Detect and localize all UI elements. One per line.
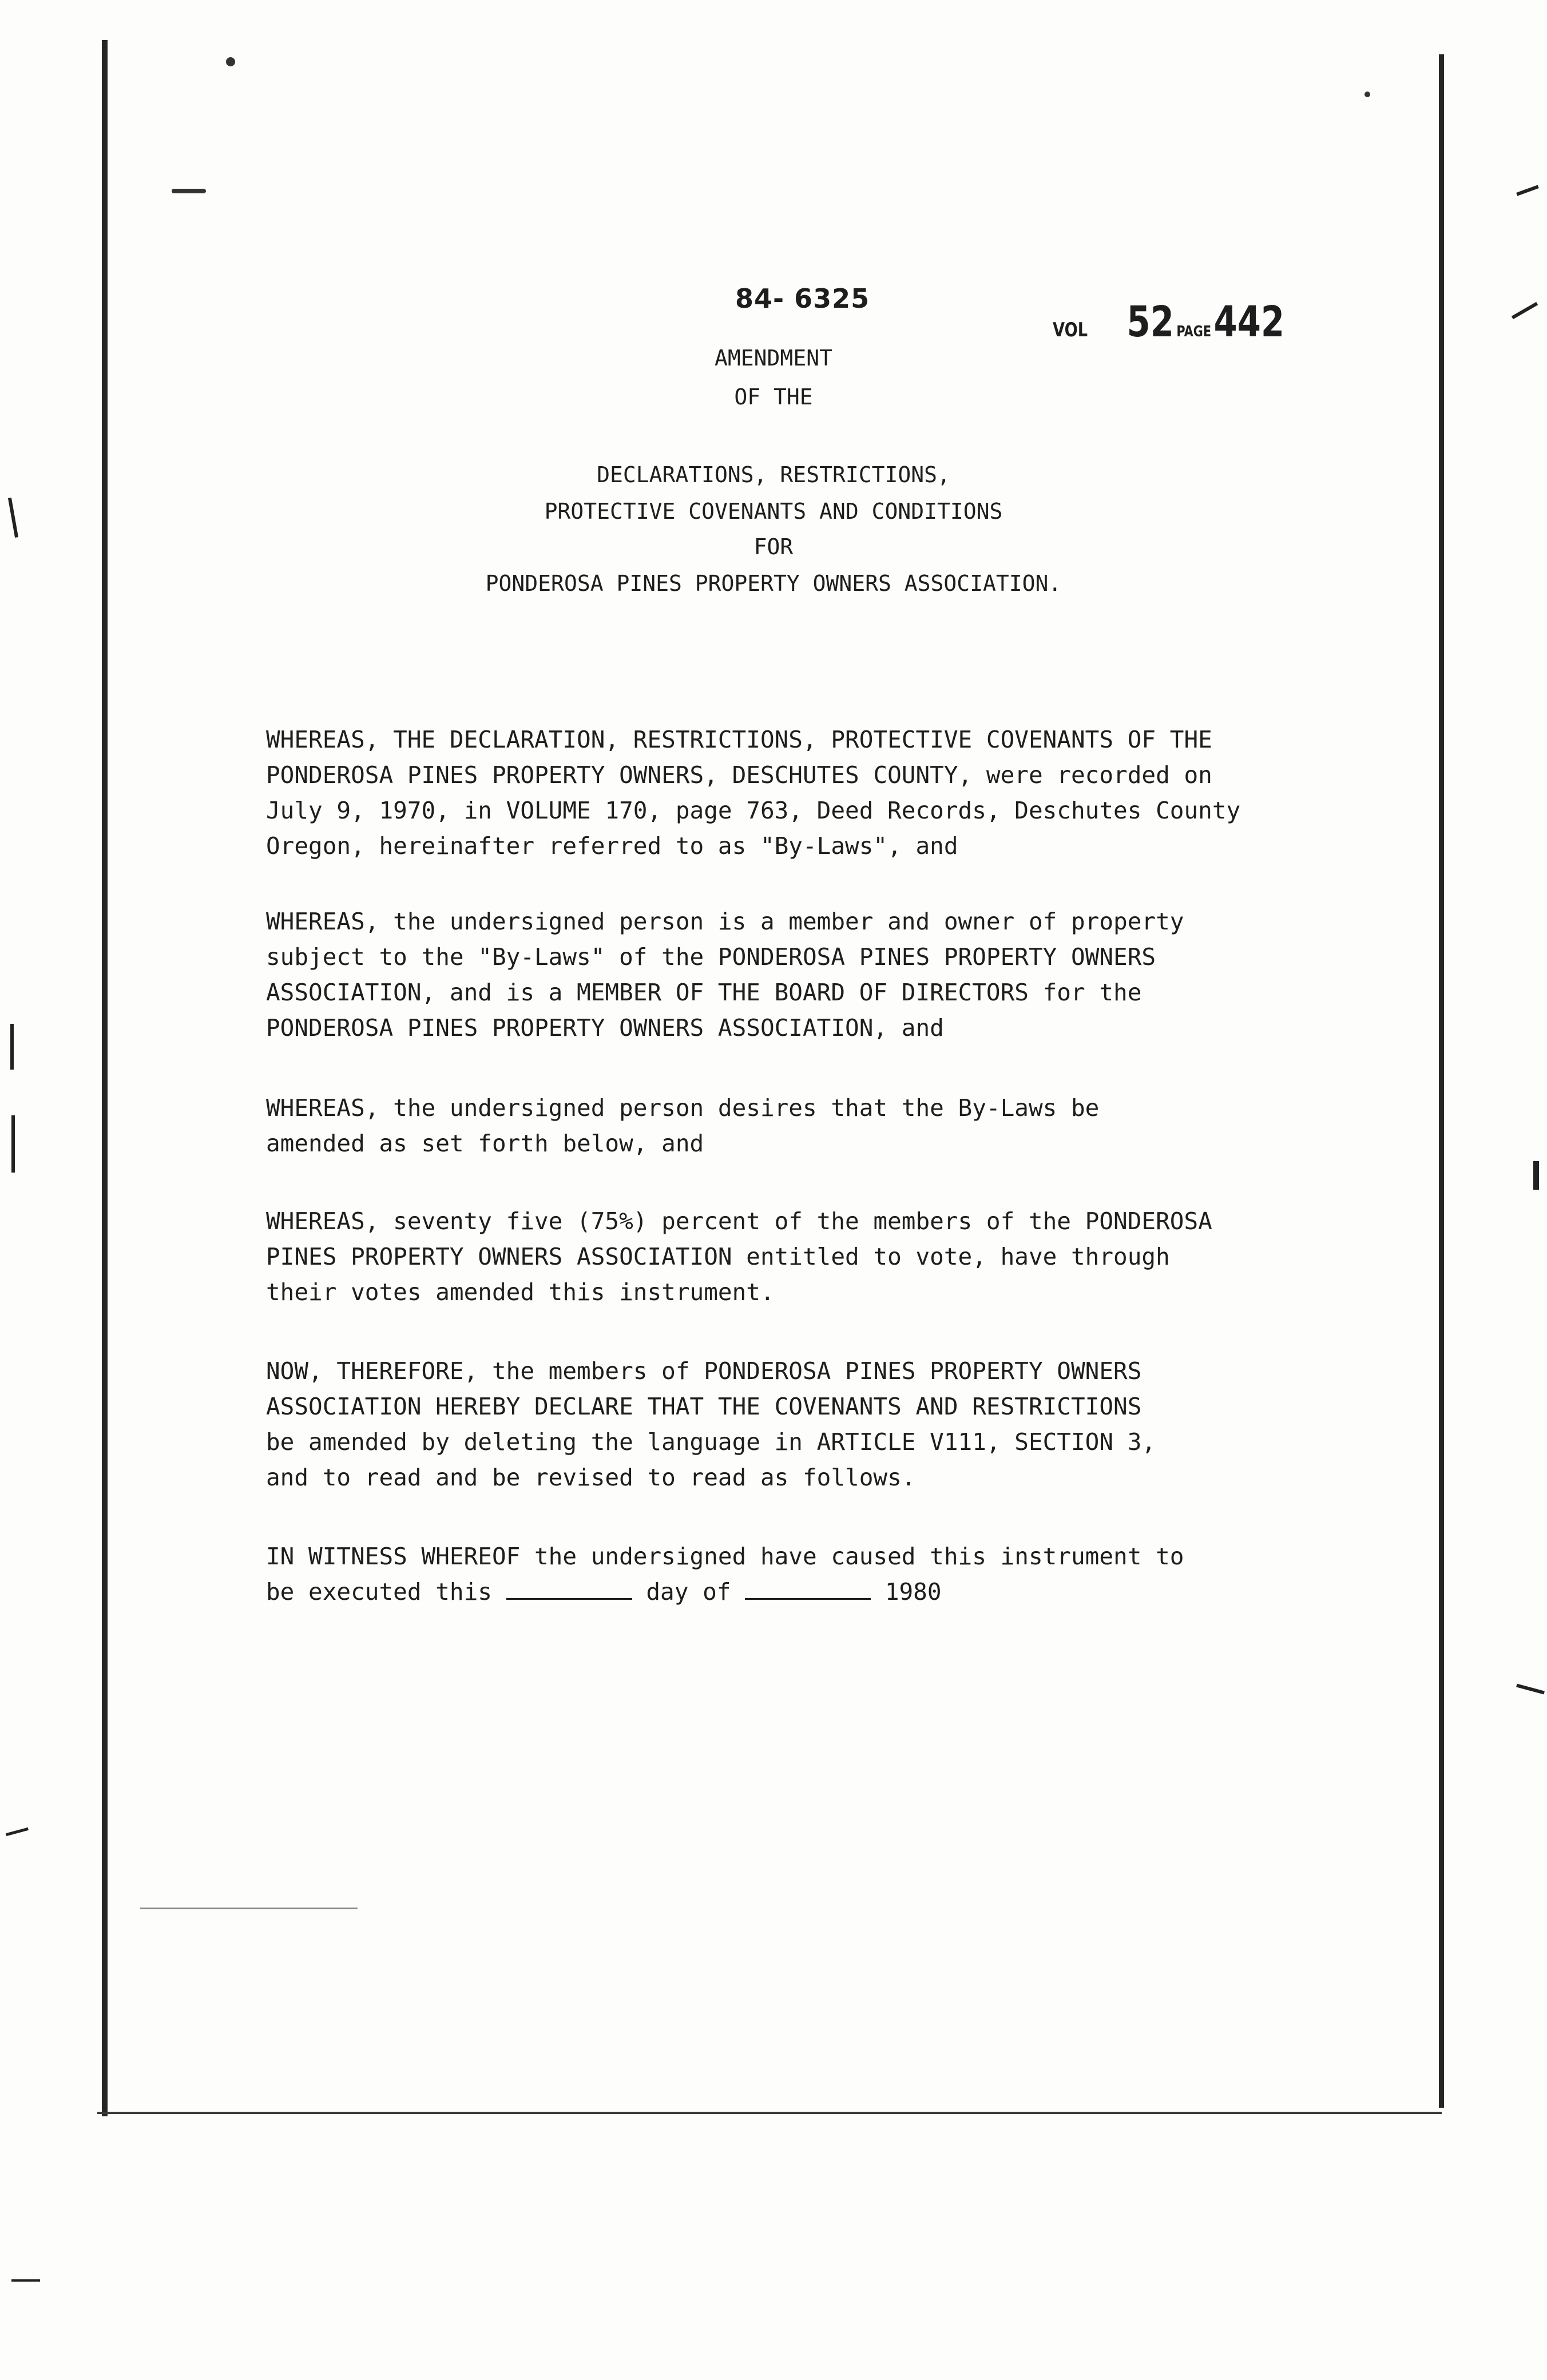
scan-mark bbox=[11, 2279, 40, 2282]
title-line: PROTECTIVE COVENANTS AND CONDITIONS bbox=[544, 499, 1003, 524]
page-number: 442 bbox=[1213, 297, 1285, 347]
witness-paragraph bbox=[266, 1539, 1387, 1610]
paragraph-line: July 9, 1970, in VOLUME 170, page 763, Deed Records, Deschutes County bbox=[266, 797, 1241, 824]
vol-label: VOL bbox=[1053, 319, 1088, 341]
day-blank-field[interactable] bbox=[506, 1581, 632, 1600]
paragraph-line: WHEREAS, the undersigned person desires that the By-Laws be bbox=[266, 1094, 1100, 1122]
paragraph-line: PINES PROPERTY OWNERS ASSOCIATION entitled to vote, have through bbox=[266, 1243, 1170, 1270]
title-line: DECLARATIONS, RESTRICTIONS, bbox=[597, 462, 950, 487]
paragraph-line: PONDEROSA PINES PROPERTY OWNERS, DESCHUTES COUNTY, were recorded on bbox=[266, 761, 1212, 789]
execution-line bbox=[266, 1574, 1387, 1610]
title-line: FOR bbox=[753, 534, 794, 559]
paragraph-line: and to read and be revised to read as follows. bbox=[266, 1464, 916, 1491]
now-therefore-paragraph bbox=[266, 1353, 1387, 1495]
paragraph-line: amended as set forth below, and bbox=[266, 1130, 704, 1157]
volume-page-stamp bbox=[1053, 297, 1284, 347]
paragraph-line: WHEREAS, THE DECLARATION, RESTRICTIONS, PROTECTIVE COVENANTS OF THE bbox=[266, 726, 1212, 753]
paragraph-line: IN WITNESS WHEREOF the undersigned have caused this instrument to bbox=[266, 1543, 1184, 1570]
paragraph-line: be amended by deleting the language in ARTICLE V111, SECTION 3, bbox=[266, 1428, 1156, 1456]
paragraph-line: subject to the "By-Laws" of the PONDEROSA PINES PROPERTY OWNERS bbox=[266, 943, 1156, 971]
scan-mark bbox=[10, 1024, 14, 1070]
scan-mark bbox=[1512, 302, 1538, 319]
vol-number: 52 bbox=[1126, 297, 1174, 347]
title-line: AMENDMENT bbox=[715, 345, 832, 371]
paragraph-line: ASSOCIATION HEREBY DECLARE THAT THE COVENANTS AND RESTRICTIONS bbox=[266, 1393, 1142, 1420]
scan-speck bbox=[1364, 92, 1370, 97]
year-text: 1980 bbox=[884, 1578, 942, 1606]
paragraph-line: NOW, THEREFORE, the members of PONDEROSA PINES PROPERTY OWNERS bbox=[266, 1357, 1142, 1385]
title-line: PONDEROSA PINES PROPERTY OWNERS ASSOCIATION. bbox=[485, 571, 1062, 596]
scan-speck bbox=[226, 57, 235, 66]
day-of-text: day of bbox=[646, 1578, 731, 1606]
paragraph-line: ASSOCIATION, and is a MEMBER OF THE BOARD OF DIRECTORS for the bbox=[266, 979, 1142, 1006]
whereas-paragraph bbox=[266, 722, 1387, 864]
executed-text: be executed this bbox=[266, 1578, 492, 1606]
whereas-paragraph bbox=[266, 1203, 1387, 1310]
scan-mark bbox=[1533, 1161, 1539, 1190]
whereas-paragraph bbox=[266, 904, 1387, 1046]
inner-margin-rule bbox=[140, 1908, 358, 1909]
document-number: 84- 6325 bbox=[735, 283, 870, 314]
scan-mark bbox=[6, 1827, 29, 1836]
month-blank-field[interactable] bbox=[745, 1581, 871, 1600]
title-line: OF THE bbox=[734, 384, 813, 410]
bottom-page-border bbox=[97, 2112, 1442, 2114]
paragraph-line: WHEREAS, seventy five (75%) percent of the members of the PONDEROSA bbox=[266, 1207, 1212, 1235]
paragraph-line: Oregon, hereinafter referred to as "By-Laws", and bbox=[266, 832, 958, 860]
whereas-paragraph bbox=[266, 1090, 1387, 1161]
paragraph-line: WHEREAS, the undersigned person is a member and owner of property bbox=[266, 908, 1184, 935]
scan-mark bbox=[1516, 185, 1539, 196]
paragraph-line: PONDEROSA PINES PROPERTY OWNERS ASSOCIATION, and bbox=[266, 1014, 944, 1042]
scan-speck bbox=[172, 189, 206, 193]
scan-mark bbox=[11, 1115, 15, 1173]
scan-mark bbox=[1516, 1684, 1545, 1695]
paragraph-line: their votes amended this instrument. bbox=[266, 1278, 775, 1306]
page-label: PAGE bbox=[1176, 323, 1212, 340]
